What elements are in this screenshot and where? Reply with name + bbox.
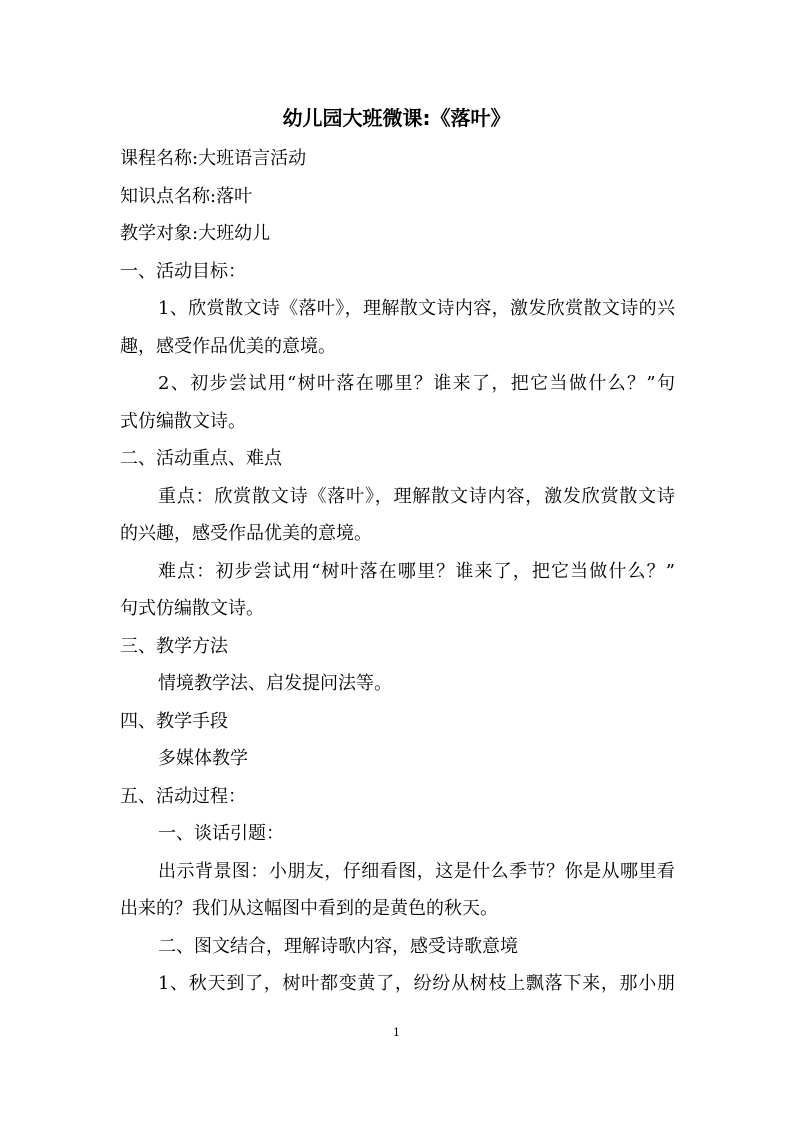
document-title: 幼儿园大班微课:《落叶》 [282,106,511,130]
knowledge-point-line: 知识点名称:落叶 [120,185,253,207]
course-name-line: 课程名称:大班语言活动 [120,148,307,169]
paragraph-line: 重点：欣赏散文诗《落叶》，理解散文诗内容，激发欣赏散文诗 [158,485,675,507]
teaching-target-line: 教学对象:大班幼儿 [120,223,271,244]
section-heading-methods: 三、教学方法 [120,635,228,657]
document-body [120,140,675,1003]
sub-heading: 一、谈话引题： [158,823,284,844]
section-heading-process: 五、活动过程： [120,785,246,807]
section-heading-goals: 一、活动目标： [120,260,246,282]
paragraph-line: 出示背景图：小朋友，仔细看图，这是什么季节？你是从哪里看 [158,860,675,882]
paragraph-line: 句式仿编散文诗。 [120,598,264,619]
paragraph-line: 出来的？我们从这幅图中看到的是黄色的秋天。 [120,898,498,919]
page-number: 1 [393,1026,400,1039]
section-heading-means: 四、教学手段 [120,710,228,732]
section-heading-key-points: 二、活动重点、难点 [120,448,282,469]
paragraph-line: 趣，感受作品优美的意境。 [120,335,336,357]
sub-heading: 二、图文结合，理解诗歌内容，感受诗歌意境 [158,935,518,957]
paragraph-line: 难点：初步尝试用“树叶落在哪里？谁来了，把它当做什么？” [158,560,675,582]
paragraph-line: 2、初步尝试用“树叶落在哪里？谁来了，把它当做什么？”句 [158,373,675,394]
paragraph-line: 1、秋天到了，树叶都变黄了，纷纷从树枝上飘落下来，那小朋 [158,973,675,994]
paragraph-line: 的兴趣，感受作品优美的意境。 [120,523,372,544]
paragraph-line: 情境教学法、启发提问法等。 [158,673,392,694]
paragraph-line: 式仿编散文诗。 [120,410,246,432]
paragraph-line: 1、欣赏散文诗《落叶》，理解散文诗内容，激发欣赏散文诗的兴 [158,298,675,319]
paragraph-line: 多媒体教学 [158,748,248,769]
